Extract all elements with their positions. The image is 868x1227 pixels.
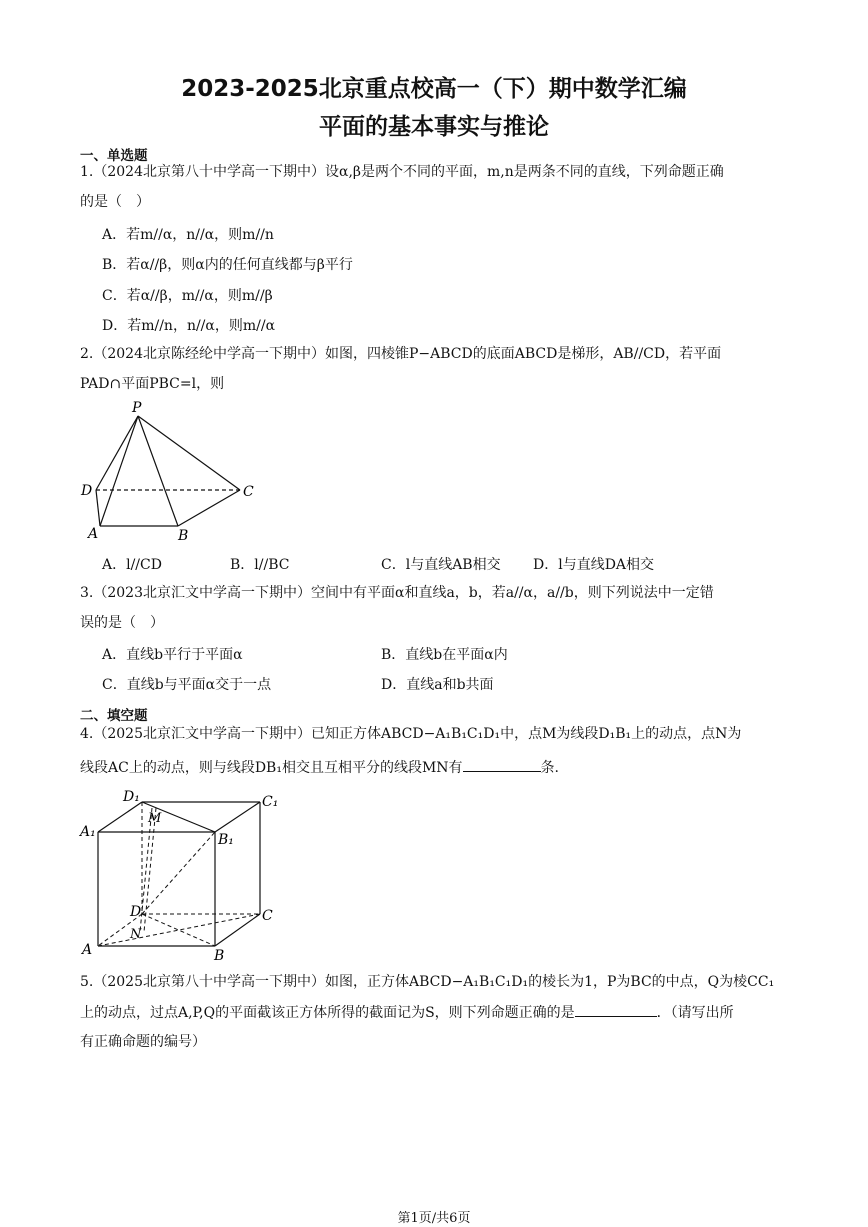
q4-stem-line2 (80, 757, 559, 778)
edge-a1d1 (98, 802, 142, 832)
q5-answer-blank[interactable] (575, 1002, 657, 1017)
q2-option-c: C．l与直线AB相交 (381, 557, 501, 573)
q3-option-b: B．直线b在平面α内 (381, 647, 508, 663)
label-n: N (130, 927, 142, 942)
edge-b1c1 (215, 802, 260, 832)
diag-db-hidden (142, 914, 215, 946)
label-a1: A₁ (80, 824, 96, 840)
label-d: D (130, 904, 142, 920)
label-d1: D₁ (123, 789, 140, 805)
q4-stem-line2-text: 线段AC上的动点，则与线段DB₁相交且互相平分的线段MN有 (80, 760, 463, 776)
label-b1: B₁ (218, 832, 234, 848)
q4-answer-blank[interactable] (463, 757, 541, 772)
section-heading-single-choice: 一、单选题 (80, 148, 148, 164)
label-a: A (88, 526, 99, 542)
section-heading-fill-blank: 二、填空题 (80, 708, 148, 724)
label-b: B (178, 528, 189, 543)
q2-option-a: A．l//CD (102, 557, 162, 573)
q4-stem-line2-end: 条. (540, 760, 559, 776)
edge-bc (178, 490, 240, 526)
q1-option-b: B．若α//β，则α内的任何直线都与β平行 (102, 257, 353, 273)
q1-stem-line2: 的是（ ） (80, 194, 150, 210)
label-c1: C₁ (262, 794, 279, 810)
label-m: M (148, 811, 162, 826)
q3-option-c: C．直线b与平面α交于一点 (102, 677, 272, 693)
edge-pb (138, 416, 178, 526)
edge-pa (100, 416, 138, 526)
q3-option-d: D．直线a和b共面 (381, 677, 494, 693)
edge-da (96, 490, 100, 526)
label-c: C (262, 908, 273, 924)
q3-stem-line1: 3.（2023北京汇文中学高一下期中）空间中有平面α和直线a，b，若a//α，a//b，则下列说法中一定错 (80, 585, 714, 601)
q5-stem-line2-text: 上的动点，过点A,P,Q的平面截该正方体所得的截面记为S，则下列命题正确的是 (80, 1005, 575, 1021)
q1-option-a: A．若m//α，n//α，则m//n (102, 227, 274, 243)
cube-figure (78, 784, 288, 962)
q5-stem-line2 (80, 1002, 734, 1023)
label-d: D (81, 483, 93, 499)
q5-stem-line1: 5.（2025北京第八十中学高一下期中）如图，正方体ABCD−A₁B₁C₁D₁的棱长为1，P为BC的中点，Q为棱CC₁ (80, 974, 775, 990)
diag-ac-hidden (98, 914, 260, 946)
q2-stem-line2: PAD∩平面PBC=l，则 (80, 376, 225, 392)
page-title: 2023-2025北京重点校高一（下）期中数学汇编 (181, 76, 687, 102)
q5-stem-line3: 有正确命题的编号） (80, 1034, 206, 1050)
label-c: C (243, 484, 254, 500)
pyramid-figure (78, 398, 268, 543)
q3-option-a: A．直线b平行于平面α (102, 647, 243, 663)
q5-stem-line2-end: ．（请写出所 (656, 1005, 734, 1021)
q1-stem-line1: 1.（2024北京第八十中学高一下期中）设α,β是两个不同的平面，m,n是两条不同的直线，下列命题正确 (80, 164, 724, 180)
page-footer: 第1页/共6页 (397, 1211, 471, 1226)
edge-pc (138, 416, 240, 490)
label-b: B (214, 948, 225, 962)
q4-stem-line1: 4.（2025北京汇文中学高一下期中）已知正方体ABCD−A₁B₁C₁D₁中，点M为线段D₁B₁上的动点，点N为 (80, 726, 742, 742)
q2-option-b: B．l//BC (230, 557, 290, 573)
edge-pd (96, 416, 138, 490)
segment-mn-hidden (144, 808, 156, 932)
page-subtitle: 平面的基本事实与推论 (319, 114, 549, 140)
q2-option-d: D．l与直线DA相交 (533, 557, 655, 573)
q2-stem-line1: 2.（2024北京陈经纶中学高一下期中）如图，四棱锥P−ABCD的底面ABCD是梯形，AB//CD，若平面 (80, 346, 722, 362)
q3-stem-line2: 误的是（ ） (80, 615, 164, 631)
q1-option-d: D．若m//n，n//α，则m//α (102, 318, 276, 334)
label-p: P (132, 400, 142, 416)
label-a: A (82, 942, 93, 958)
q1-option-c: C．若α//β，m//α，则m//β (102, 288, 273, 304)
